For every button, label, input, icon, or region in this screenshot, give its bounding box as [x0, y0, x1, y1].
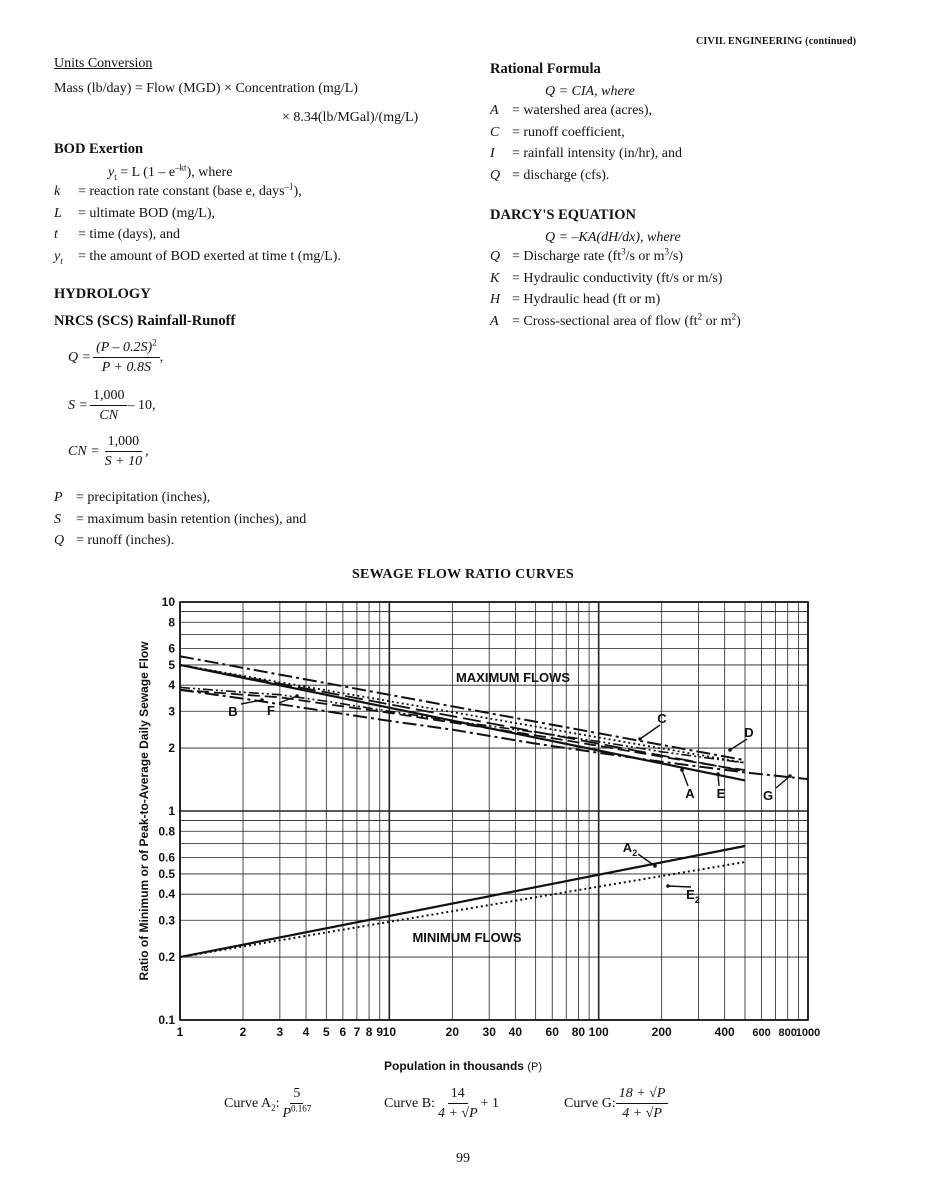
nrcs-subtitle: NRCS (SCS) Rainfall-Runoff [54, 313, 236, 329]
bod-title: BOD Exertion [54, 141, 144, 157]
darcy-def-0: Q = Discharge rate ($ft^3/s$ or $m^3/s$) [490, 246, 683, 264]
leader-tip-a [680, 768, 684, 772]
units-conversion-title: Units Conversion [54, 56, 153, 71]
series-label-b: B [228, 704, 238, 719]
x-tick-label: 4 [302, 1025, 310, 1039]
nrcs-q-equation: Q = $\frac{(P - 0.2S)^2}{P + 0.8S}$ , [68, 337, 164, 375]
rational-def-3: Q = discharge (cfs). [490, 167, 610, 183]
series-label-e: E [716, 786, 726, 801]
y-tick-label: 0.8 [158, 824, 175, 839]
x-tick-label: 9 [376, 1025, 384, 1039]
leader-e [718, 774, 719, 786]
rational-def-2: I = rainfall intensity (in/hr), and [490, 146, 683, 161]
leader-tip-d [728, 748, 732, 752]
rational-title: Rational Formula [490, 61, 601, 77]
x-tick-label: 400 [714, 1025, 735, 1039]
x-tick-label: 800 [778, 1027, 797, 1039]
leader-tip-b [260, 698, 264, 702]
series-label-e2: $E_2$ [686, 887, 700, 905]
nrcs-def-2: Q = runoff (inches). [54, 533, 175, 548]
rational-equation: Q = CIA, where [545, 84, 635, 99]
bod-def-2: t = time (days), and [54, 227, 180, 242]
darcy-def-2: H = Hydraulic head (ft or m) [490, 292, 661, 307]
darcy-title: DARCY'S EQUATION [490, 207, 636, 223]
annotation-minimum-flows: MINIMUM FLOWS [412, 930, 522, 945]
x-tick-label: 80 [571, 1025, 586, 1039]
x-tick-label: 600 [752, 1027, 771, 1039]
sewage-flow-chart [0, 590, 926, 1080]
x-tick-label: 100 [588, 1025, 609, 1039]
series-label-f: F [267, 703, 275, 718]
y-tick-label: 3 [168, 704, 175, 719]
leader-tip-c [638, 737, 642, 741]
bod-def-1: L = ultimate BOD (mg/L), [54, 205, 215, 221]
y-tick-label: 4 [168, 678, 175, 693]
chart-title: SEWAGE FLOW RATIO CURVES [351, 567, 575, 582]
y-axis-label: Ratio of Minimum or of Peak-to-Average Daily Sewage Flow [137, 641, 151, 981]
series-label-a2: $A_2$ [622, 840, 638, 858]
y-tick-label: 0.3 [158, 913, 175, 928]
leader-tip-e2 [666, 884, 670, 888]
nrcs-def-0: P = precipitation (inches), [54, 490, 211, 505]
darcy-def-3: A = Cross-sectional area of flow ($ft^2$ or $m^2$) [490, 310, 741, 329]
leader-a [682, 770, 688, 786]
y-tick-label: 0.1 [158, 1013, 175, 1027]
y-tick-label: 0.5 [158, 866, 175, 881]
x-axis-label: Population in thousands (P) [383, 1059, 542, 1073]
nrcs-s-equation: S = $\frac{1,000}{CN}$ – 10, [68, 388, 156, 423]
page-number: 99 [456, 1151, 470, 1166]
bod-def-0: k = reaction rate constant (base e, days$^{-1}$), [54, 181, 302, 199]
hydrology-title: HYDROLOGY [54, 286, 151, 302]
nrcs-def-1: S = maximum basin retention (inches), and [54, 511, 307, 527]
x-tick-label: 1 [176, 1025, 184, 1039]
y-tick-label: 5 [168, 657, 175, 672]
x-tick-label: 8 [365, 1025, 373, 1039]
y-tick-label: 1 [168, 804, 175, 818]
leader-tip-a2 [653, 864, 657, 868]
rational-def-0: A = watershed area (acres), [490, 103, 653, 118]
curve-g-formula: Curve G: $\frac{18 + √P}{4 + √P}$ [564, 1084, 668, 1123]
x-tick-label: 20 [445, 1025, 460, 1039]
rational-def-1: C = runoff coefficient, [490, 124, 625, 140]
leader-tip-f [295, 694, 299, 698]
x-tick-label: 3 [276, 1025, 284, 1039]
leader-tip-g [788, 774, 792, 778]
series-label-c: C [657, 711, 667, 726]
y-tick-label: 0.4 [158, 887, 175, 902]
bod-def-3: $y_t$ = the amount of BOD exerted at time t (mg/L). [54, 248, 341, 266]
units-conversion-line2: × 8.34(lb/MGal)/(mg/L) [282, 110, 419, 125]
curve-a2-formula: Curve $A_2$: $\frac{5}{P^{0.167}}$ [224, 1086, 312, 1121]
annotation-maximum-flows: MAXIMUM FLOWS [455, 670, 571, 685]
y-tick-label: 8 [168, 615, 175, 630]
leader-f [279, 696, 297, 703]
y-tick-label: 0.2 [158, 950, 175, 965]
x-tick-label: 60 [545, 1025, 559, 1039]
darcy-equation: Q = –KA(dH/dx), where [545, 230, 681, 245]
y-tick-label: 6 [168, 641, 175, 656]
x-tick-label: 200 [651, 1025, 672, 1039]
x-tick-label: 2 [239, 1025, 247, 1039]
series-label-g: G [762, 788, 774, 803]
leader-tip-e [716, 772, 720, 776]
series-label-d: D [744, 725, 754, 740]
series-label-a: A [685, 786, 695, 801]
y-tick-label: 0.6 [158, 850, 175, 865]
running-head: CIVIL ENGINEERING (continued) [696, 36, 857, 47]
x-tick-label: 40 [508, 1025, 523, 1039]
bod-equation: $y_t = L$ $(1 - e^{-kt})$, where [108, 162, 233, 182]
x-tick-label: 30 [482, 1025, 496, 1039]
x-tick-label: 5 [322, 1025, 330, 1039]
x-tick-label: 6 [339, 1025, 347, 1039]
x-tick-label: 7 [353, 1025, 361, 1039]
y-tick-label: 10 [161, 595, 175, 609]
nrcs-cn-equation: CN = $\frac{1,000}{S + 10}$ , [68, 434, 149, 469]
x-tick-label: 1000 [795, 1027, 821, 1039]
y-tick-label: 2 [168, 741, 175, 756]
curve-b-formula: Curve B: $\frac{14}{4 + √P}$ + 1 [384, 1086, 500, 1121]
leader-c [640, 725, 660, 739]
x-tick-label: 10 [382, 1025, 397, 1039]
leader-a2 [638, 854, 655, 866]
darcy-def-1: K = Hydraulic conductivity (ft/s or m/s) [490, 270, 723, 286]
units-conversion-line1: Mass (lb/day) = Flow (MGD) × Concentration (mg/L) [54, 81, 358, 96]
